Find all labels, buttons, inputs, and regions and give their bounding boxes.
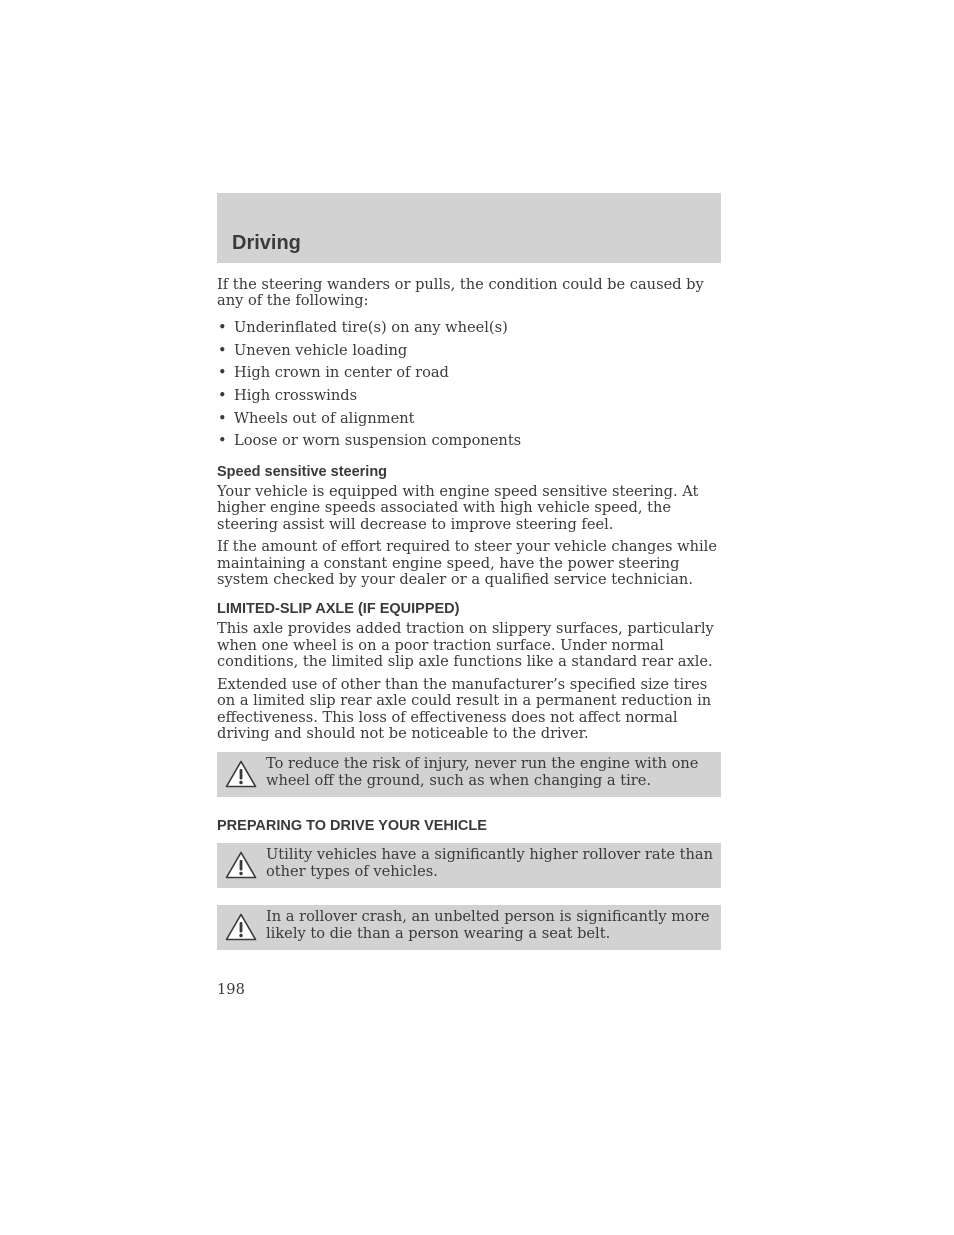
limited-slip-paragraph-2: Extended use of other than the manufacturer’s specified size tires on a limited slip rear axle could result in a permanent reduction in effectiveness. This loss of effectiveness does not affect normal driving and should not be noticeable to the driver. xyxy=(217,675,712,742)
speed-steering-heading: Speed sensitive steering xyxy=(217,464,388,481)
warning-triangle-icon xyxy=(225,760,257,788)
warning-text: In a rollover crash, an unbelted person is significantly more likely to die than a person wearing a seat belt. xyxy=(266,908,710,942)
page-content xyxy=(217,277,721,950)
warning-triangle-icon xyxy=(225,913,257,941)
list-item: • Loose or worn suspension components xyxy=(217,430,721,453)
limited-slip-paragraph-1: This axle provides added traction on slippery surfaces, particularly when one wheel is on a poor traction surface. Under normal conditions, the limited slip axle functions like a standard rear axle. xyxy=(217,620,714,671)
intro-paragraph: If the steering wanders or pulls, the condition could be caused by any of the following: xyxy=(217,276,704,310)
list-item: • Underinflated tire(s) on any wheel(s) xyxy=(217,317,721,340)
warning-triangle-icon xyxy=(225,851,257,879)
speed-steering-paragraph-2: If the amount of effort required to steer your vehicle changes while maintaining a constant engine speed, have the power steering system checked by your dealer or a qualified service technician. xyxy=(217,538,717,589)
section-header xyxy=(217,193,721,263)
warning-box xyxy=(217,843,721,888)
warning-text: Utility vehicles have a significantly higher rollover rate than other types of vehicles. xyxy=(266,846,714,880)
section-title: Driving xyxy=(232,232,301,254)
warning-box xyxy=(217,752,721,797)
warning-text: To reduce the risk of injury, never run the engine with one wheel off the ground, such as when changing a tire. xyxy=(266,755,699,789)
page-number: 198 xyxy=(217,981,245,998)
warning-box xyxy=(217,905,721,950)
causes-list xyxy=(217,317,721,453)
preparing-heading: PREPARING TO DRIVE YOUR VEHICLE xyxy=(217,818,487,835)
list-item: • Uneven vehicle loading xyxy=(217,340,721,363)
list-item: • Wheels out of alignment xyxy=(217,408,721,431)
limited-slip-heading: LIMITED-SLIP AXLE (IF EQUIPPED) xyxy=(217,601,460,618)
list-item: • High crosswinds xyxy=(217,385,721,408)
speed-steering-paragraph-1: Your vehicle is equipped with engine speed sensitive steering. At higher engine speeds associated with high vehicle speed, the steering assist will decrease to improve steering feel. xyxy=(217,483,699,533)
list-item: • High crown in center of road xyxy=(217,362,721,385)
